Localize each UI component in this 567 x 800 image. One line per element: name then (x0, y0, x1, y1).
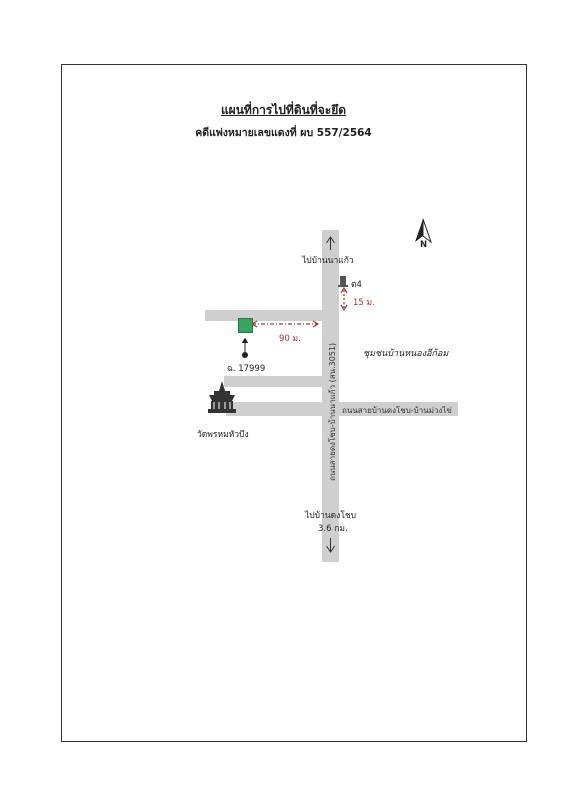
main-road-label: ถนนสายดงโชบ-บ้านนาแก้ว (สน.3051) (328, 342, 337, 481)
map-title: แผนที่การไปที่ดินที่จะยึด (220, 103, 347, 117)
to-north-label: ไปบ้านนาแก้ว (302, 256, 354, 266)
case-number: คดีแพ่งหมายเลขแดงที่ ผบ 557/2564 (195, 127, 372, 139)
plot-pin-icon (242, 338, 248, 358)
distance-90m-marker (252, 321, 318, 327)
plot-square (238, 318, 253, 333)
road-south-arrow-icon (327, 538, 335, 552)
dist-90-label: 90 ม. (279, 334, 301, 344)
temple-icon (208, 381, 236, 413)
temple-label: วัดพรหมหัวบึง (197, 430, 249, 440)
road-north-arrow-icon (327, 237, 335, 250)
distance-15m-marker (341, 288, 347, 310)
dist-15-label: 15 ม. (353, 298, 375, 308)
north-label: N (420, 240, 428, 250)
community-label: ชุมชนบ้านหนองอีก้อม (363, 349, 449, 359)
plot-label: ฉ. 17999 (227, 364, 266, 374)
electric-pole-icon (338, 276, 348, 287)
cross-road-label: ถนนสายบ้านดงโชบ-บ้านม่วงไข่ (342, 406, 452, 415)
south-distance-label: 3.6 กม. (318, 524, 348, 534)
to-south-label: ไปบ้านดงโชบ (305, 511, 357, 521)
pole-label: ต4 (351, 280, 362, 290)
north-arrow-icon (415, 219, 431, 242)
